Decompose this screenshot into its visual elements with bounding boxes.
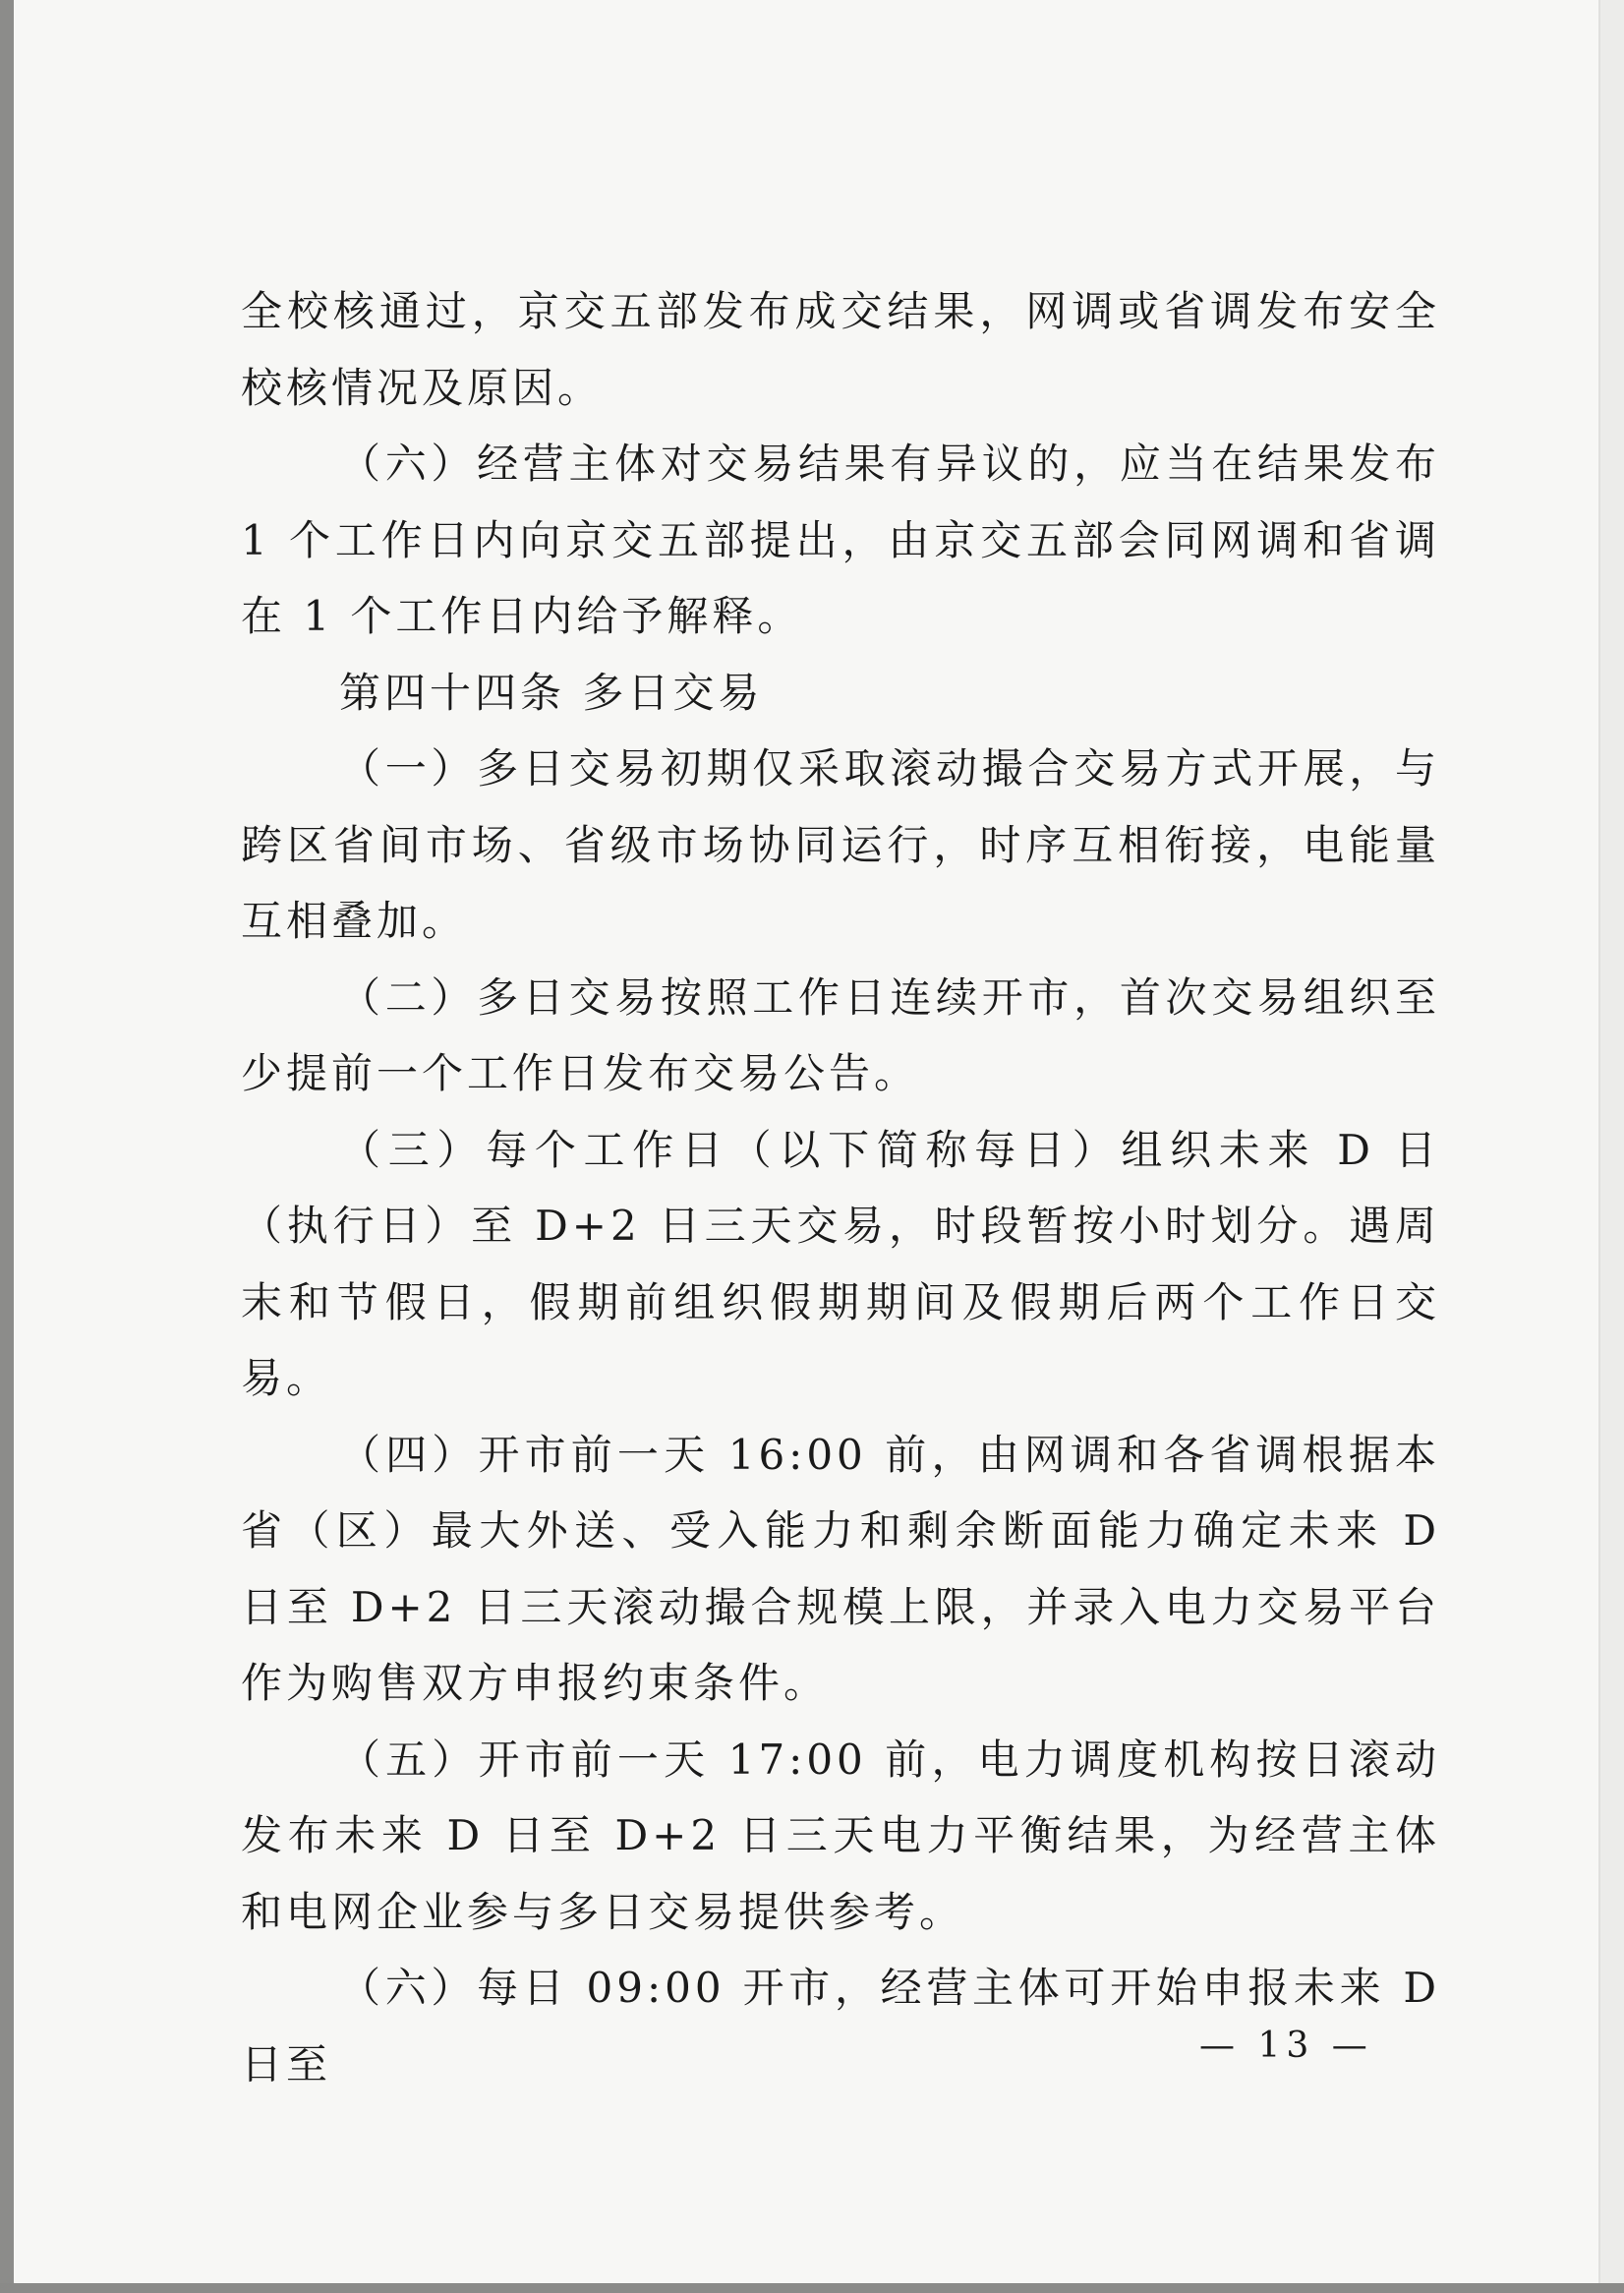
paragraph-item-5: （五）开市前一天 17:00 前，电力调度机构按日滚动发布未来 D 日至 D+2 日三天电力平衡结果，为经营主体和电网企业参与多日交易提供参考。 xyxy=(241,1734,1440,1936)
paragraph-continuation: 全校核通过，京交五部发布成交结果，网调或省调发布安全校核情况及原因。 xyxy=(241,287,1440,412)
scan-bottom-edge xyxy=(0,2283,1624,2293)
article-heading: 第四十四条 多日交易 xyxy=(339,668,764,717)
paragraph-item-2: （二）多日交易按照工作日连续开市，首次交易组织至少提前一个工作日发布交易公告。 xyxy=(241,972,1440,1097)
paragraph-item-4: （四）开市前一天 16:00 前，由网调和各省调根据本省（区）最大外送、受入能力和剩余断面能力确定未来 D 日至 D+2 日三天滚动撮合规模上限，并录入电力交易平台作为购售双方申报约束条件。 xyxy=(241,1430,1440,1707)
scan-left-edge xyxy=(0,0,14,2293)
scan-right-edge xyxy=(1598,0,1624,2293)
paragraph-item-1: （一）多日交易初期仅采取滚动撮合交易方式开展，与跨区省间市场、省级市场协同运行，时序互相衔接，电能量互相叠加。 xyxy=(241,744,1440,945)
paragraph-item-6: （六）每日 09:00 开市，经营主体可开始申报未来 D 日至 xyxy=(241,1964,1440,2088)
paragraph-item-3: （三）每个工作日（以下简称每日）组织未来 D 日（执行日）至 D+2 日三天交易，时段暂按小时划分。遇周末和节假日，假期前组织假期期间及假期后两个工作日交易。 xyxy=(241,1125,1440,1402)
page-number: — 13 — xyxy=(1199,2026,1373,2066)
paragraph-item-6-objection: （六）经营主体对交易结果有异议的，应当在结果发布 1 个工作日内向京交五部提出，由京交五部会同网调和省调在 1 个工作日内给予解释。 xyxy=(241,440,1440,640)
document-body xyxy=(241,273,1440,2102)
